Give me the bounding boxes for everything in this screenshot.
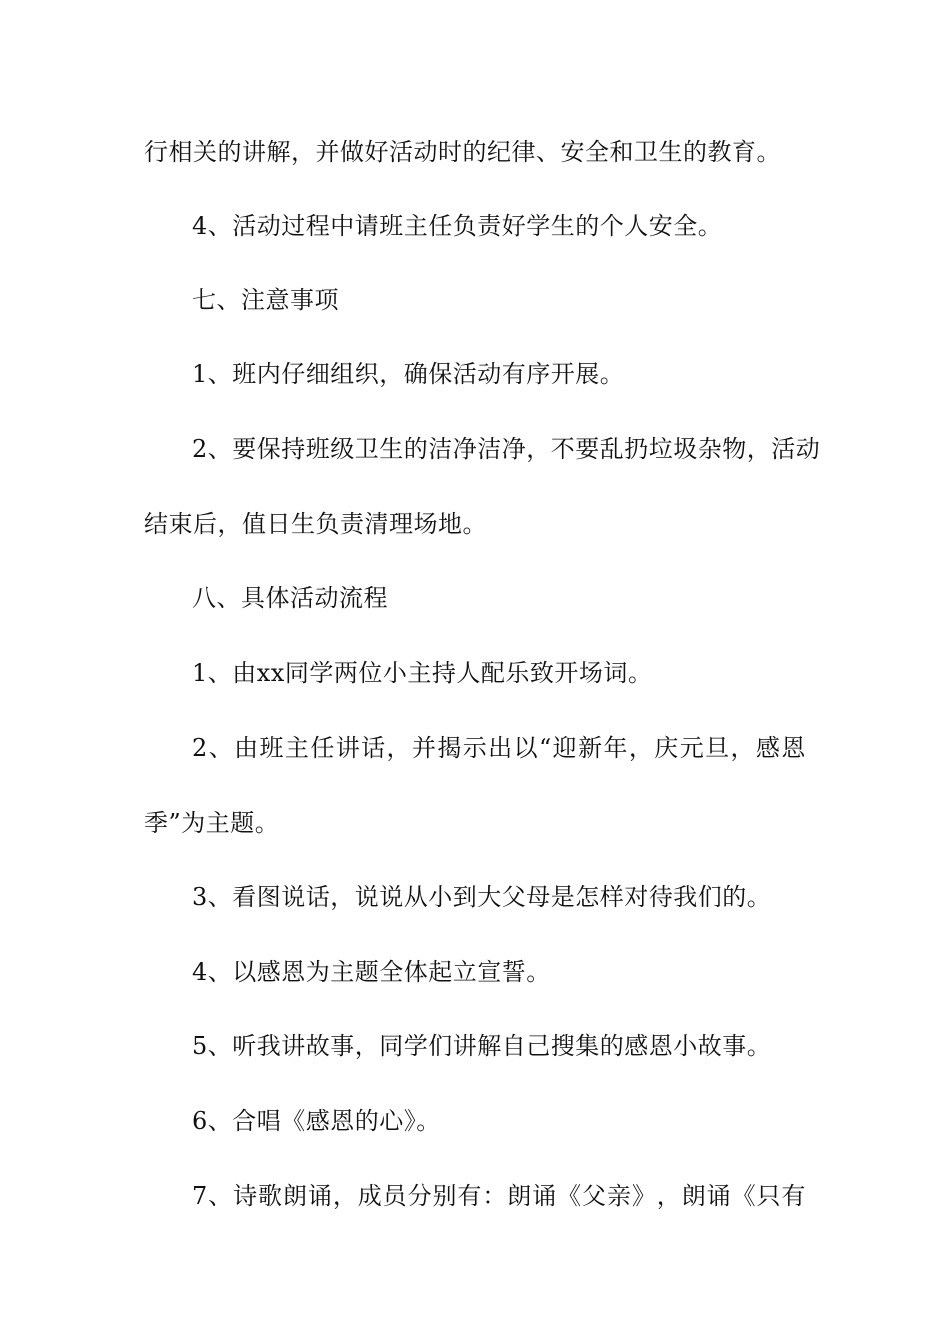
paragraph-line: 5、听我讲故事，同学们讲解自己搜集的感恩小故事。 xyxy=(192,1032,772,1060)
paragraph-line: 1、班内仔细组织，确保活动有序开展。 xyxy=(192,360,625,388)
paragraph-line: 6、合唱《感恩的心》。 xyxy=(192,1107,441,1135)
paragraph-line: 季”为主题。 xyxy=(144,809,280,837)
paragraph-line: 7 、 诗 歌 朗 诵 ， 成 员 分 别 有 ： 朗 诵 《 父 亲 》 ， 朗 诵 《 只 有 xyxy=(192,1182,806,1210)
section-heading: 七、注意事项 xyxy=(192,286,339,314)
section-heading: 八、具体活动流程 xyxy=(192,584,388,612)
paragraph-line: 4、以感恩为主题全体起立宣誓。 xyxy=(192,958,551,986)
paragraph-line: 1、由xx同学两位小主持人配乐致开场词。 xyxy=(192,659,653,687)
paragraph-line: 结束后，值日生负责清理场地。 xyxy=(144,510,487,538)
paragraph-line: 3、看图说话，说说从小到大父母是怎样对待我们的。 xyxy=(192,883,772,911)
paragraph-line: 2 、 由 班 主 任 讲 话 ， 并 揭 示 出 以 “ 迎 新 年 ， 庆 元 旦 ， 感 恩 xyxy=(192,734,806,762)
paragraph-line: 4、活动过程中请班主任负责好学生的个人安全。 xyxy=(192,212,723,240)
paragraph-line: 2 、 要 保 持 班 级 卫 生 的 洁 净 洁 净 ， 不 要 乱 扔 垃 圾 杂 物 ， 活 动 xyxy=(192,435,821,463)
paragraph-line: 行相关的讲解，并做好活动时的纪律、安全和卫生的教育。 xyxy=(144,138,781,166)
